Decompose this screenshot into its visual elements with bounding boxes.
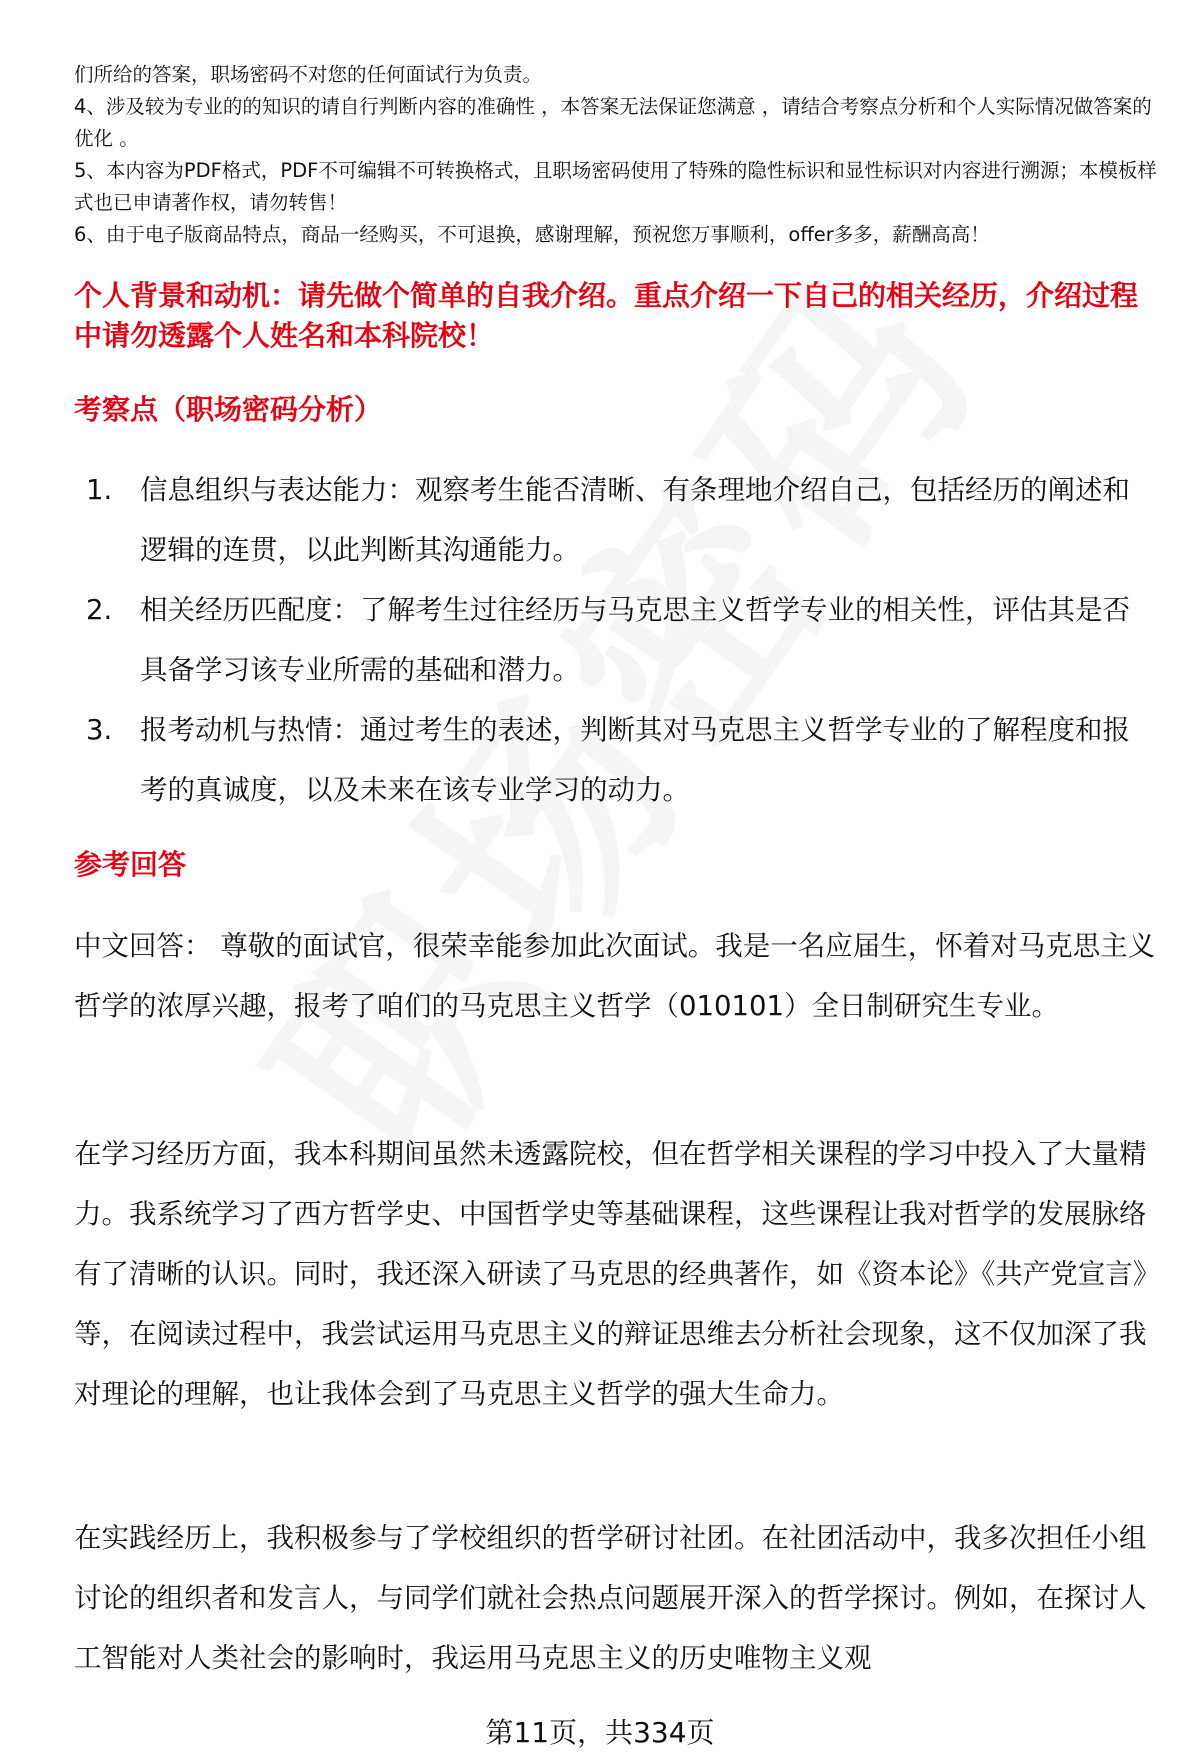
notice-block <box>74 59 1164 251</box>
list-number: 1. <box>86 474 113 506</box>
notice-line: 5、本内容为PDF格式，PDF不可编辑不可转换格式，且职场密码使用了特殊的隐性标识和显性标识对内容进行溯源；本模板样式也已申请著作权，请勿转售！ <box>74 159 1157 214</box>
list-text: 信息组织与表达能力：观察考生能否清晰、有条理地介绍自己，包括经历的阐述和逻辑的连贯，以此判断其沟通能力。 <box>140 474 1130 566</box>
interview-question: 个人背景和动机：请先做个简单的自我介绍。重点介绍一下自己的相关经历，介绍过程中请勿透露个人姓名和本科院校！ <box>74 279 1139 352</box>
list-number: 2. <box>86 594 113 626</box>
answer-paragraph: 在实践经历上，我积极参与了学校组织的哲学研讨社团。在社团活动中，我多次担任小组讨论的组织者和发言人，与同学们就社会热点问题展开深入的哲学探讨。例如，在探讨人工智能对人类社会的影响时，我运用马克思主义的历史唯物主义观 <box>74 1522 1147 1674</box>
list-number: 3. <box>86 714 113 746</box>
list-text: 相关经历匹配度：了解考生过往经历与马克思主义哲学专业的相关性，评估其是否具备学习该专业所需的基础和潜力。 <box>140 594 1130 686</box>
answer-paragraph: 在学习经历方面，我本科期间虽然未透露院校，但在哲学相关课程的学习中投入了大量精力。我系统学习了西方哲学史、中国哲学史等基础课程，这些课程让我对哲学的发展脉络有了清晰的认识。同时，我还深入研读了马克思的经典著作，如《资本论》《共产党宣言》等，在阅读过程中，我尝试运用马克思主义的辩证思维去分析社会现象，这不仅加深了我对理论的理解，也让我体会到了马克思主义哲学的强大生命力。 <box>74 1138 1161 1410</box>
points-heading: 考察点（职场密码分析） <box>74 393 383 426</box>
list-item <box>74 580 1154 700</box>
notice-line: 6、由于电子版商品特点，商品一经购买，不可退换，感谢理解，预祝您万事顺利，offer多多，薪酬高高！ <box>74 223 990 246</box>
list-item <box>74 700 1154 820</box>
notice-line: 们所给的答案，职场密码不对您的任何面试行为负责。 <box>74 63 543 86</box>
notice-line: 4、涉及较为专业的的知识的请自行判断内容的准确性 ，本答案无法保证您满意 ，请结合考察点分析和个人实际情况做答案的优化 。 <box>74 95 1152 150</box>
points-list <box>74 460 1154 820</box>
list-item <box>74 460 1154 580</box>
answer-paragraph: 中文回答： 尊敬的面试官，很荣幸能参加此次面试。我是一名应届生，怀着对马克思主义哲学的浓厚兴趣，报考了咱们的马克思主义哲学（010101）全日制研究生专业。 <box>74 930 1156 1022</box>
page-footer: 第11页，共334页 <box>485 1716 715 1749</box>
list-text: 报考动机与热情：通过考生的表述，判断其对马克思主义哲学专业的了解程度和报考的真诚度，以及未来在该专业学习的动力。 <box>140 714 1130 806</box>
answer-heading: 参考回答 <box>74 848 187 881</box>
